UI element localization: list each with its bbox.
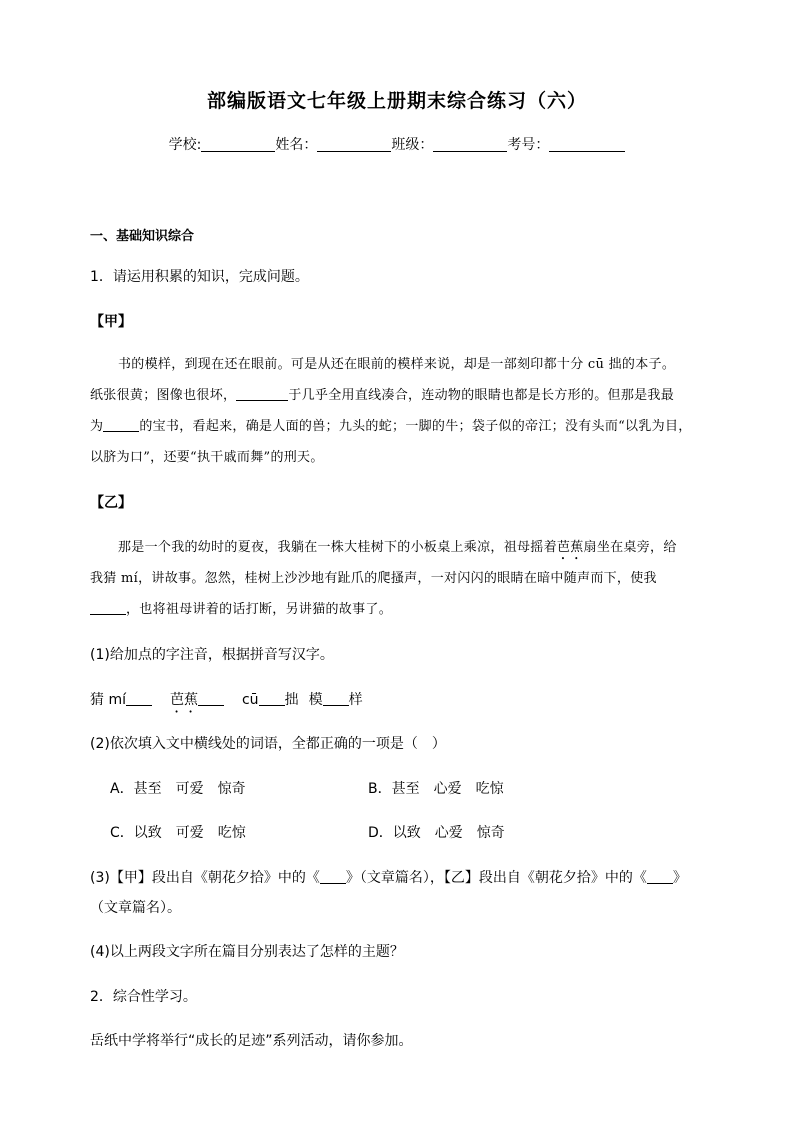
- exam-no-label: 考号：: [507, 137, 550, 153]
- page-title: 部编版语文七年级上册期末综合练习（六）: [206, 90, 587, 112]
- question-2-prompt: 2．综合性学习。: [90, 989, 197, 1005]
- exam-no-field[interactable]: [549, 137, 625, 152]
- option-text: 吃惊: [475, 781, 504, 797]
- option-text: 心爱: [434, 825, 463, 841]
- option-text: 惊奇: [217, 781, 246, 797]
- question-text: 》: [672, 870, 687, 886]
- option-text: 可爱: [175, 825, 204, 841]
- dotted-chars: 芭蕉: [169, 692, 198, 708]
- passage-yi-line: [118, 539, 677, 563]
- option-text: 心爱: [433, 781, 462, 797]
- answer-blank[interactable]: [647, 870, 673, 884]
- passage-text: 那是一个我的幼时的夏夜，我躺在一株大桂树下的小板桌上乘凉，祖母摇着: [118, 540, 557, 555]
- passage-text: 为: [90, 419, 104, 434]
- sub-question-3: [90, 869, 687, 887]
- question-1-prompt: 1．请运用积累的知识，完成问题。: [90, 269, 309, 285]
- sub-question-2: (2)依次填入文中横线处的词语，全都正确的一项是（ ）: [90, 736, 446, 752]
- passage-text: 的宝书，看起来，确是人面的兽；九头的蛇；一脚的牛；袋子似的帝江；没有头而“以乳为目，: [139, 419, 692, 434]
- sub-question-1-items: [90, 691, 363, 716]
- passage-text: 于几乎全用直线凑合，连动物的眼睛也都是长方形的。但那是我最: [288, 388, 675, 403]
- item-text: 拙: [284, 692, 299, 708]
- blank-2[interactable]: [103, 419, 139, 432]
- option-a[interactable]: [110, 780, 246, 798]
- passage-yi-line: [90, 601, 392, 619]
- passage-text: 扇坐在桌旁，给: [583, 540, 677, 555]
- passage-yi-label: 【乙】: [90, 495, 132, 511]
- passage-yi-line: 我猜 mí，讲故事。忽然，桂树上沙沙地有趾爪的爬搔声，一对闪闪的眼睛在暗中随声而下，使我: [90, 571, 657, 586]
- passage-jia-line: [90, 418, 692, 436]
- section-heading: 一、基础知识综合: [90, 229, 195, 244]
- answer-blank[interactable]: [259, 692, 285, 706]
- item-text: 样: [348, 692, 363, 708]
- class-field[interactable]: [433, 137, 507, 152]
- option-text: 可爱: [175, 781, 204, 797]
- blank-3[interactable]: [90, 602, 126, 615]
- question-2-intro: 岳纸中学将举行“成长的足迹”系列活动，请你参加。: [90, 1033, 413, 1049]
- blank-1[interactable]: [236, 388, 288, 401]
- answer-blank[interactable]: [126, 692, 152, 706]
- class-label: 班级：: [391, 137, 434, 153]
- school-field[interactable]: [201, 137, 275, 152]
- option-text: D．以致: [368, 825, 421, 841]
- option-text: A．甚至: [110, 781, 162, 797]
- school-label: 学校:: [168, 137, 202, 153]
- passage-jia-line: [90, 387, 674, 405]
- sub-question-1: (1)给加点的字注音，根据拼音写汉字。: [90, 647, 334, 663]
- option-text: 惊奇: [476, 825, 505, 841]
- sub-question-4: (4)以上两段文字所在篇目分别表达了怎样的主题？: [90, 944, 404, 960]
- name-label: 姓名：: [275, 137, 318, 153]
- name-field[interactable]: [317, 137, 391, 152]
- passage-text: ，也将祖母讲着的话打断，另讲猫的故事了。: [126, 602, 393, 617]
- passage-jia-line: 以脐为口”，还要“执干戚而舞”的刑天。: [90, 450, 324, 465]
- dotted-chars: 芭蕉: [556, 540, 584, 555]
- passage-text: 纸张很黄；图像也很坏，: [90, 388, 237, 403]
- question-text: 》（文章篇名），【乙】段出自《朝花夕拾》中的《: [345, 870, 647, 886]
- sub-question-3-cont: （文章篇名）。: [90, 900, 181, 916]
- option-text: 吃惊: [217, 825, 246, 841]
- option-b[interactable]: [368, 780, 504, 798]
- passage-jia-line: 书的模样，到现在还在眼前。可是从还在眼前的模样来说，却是一部刻印都十分 cū 拙的本子。: [118, 357, 676, 372]
- option-text: C．以致: [110, 825, 162, 841]
- answer-blank[interactable]: [198, 692, 224, 706]
- answer-blank[interactable]: [320, 870, 346, 884]
- answer-blank[interactable]: [323, 692, 349, 706]
- question-text: (3)【甲】段出自《朝花夕拾》中的《: [90, 870, 320, 886]
- option-d[interactable]: [368, 824, 505, 842]
- option-c[interactable]: [110, 824, 246, 842]
- passage-jia-label: 【甲】: [90, 314, 132, 330]
- item-text: 模: [308, 692, 323, 708]
- item-text: cū: [241, 692, 259, 708]
- student-info-line: [0, 134, 794, 154]
- option-text: B．甚至: [368, 781, 420, 797]
- item-text: 猜 mí: [90, 692, 126, 708]
